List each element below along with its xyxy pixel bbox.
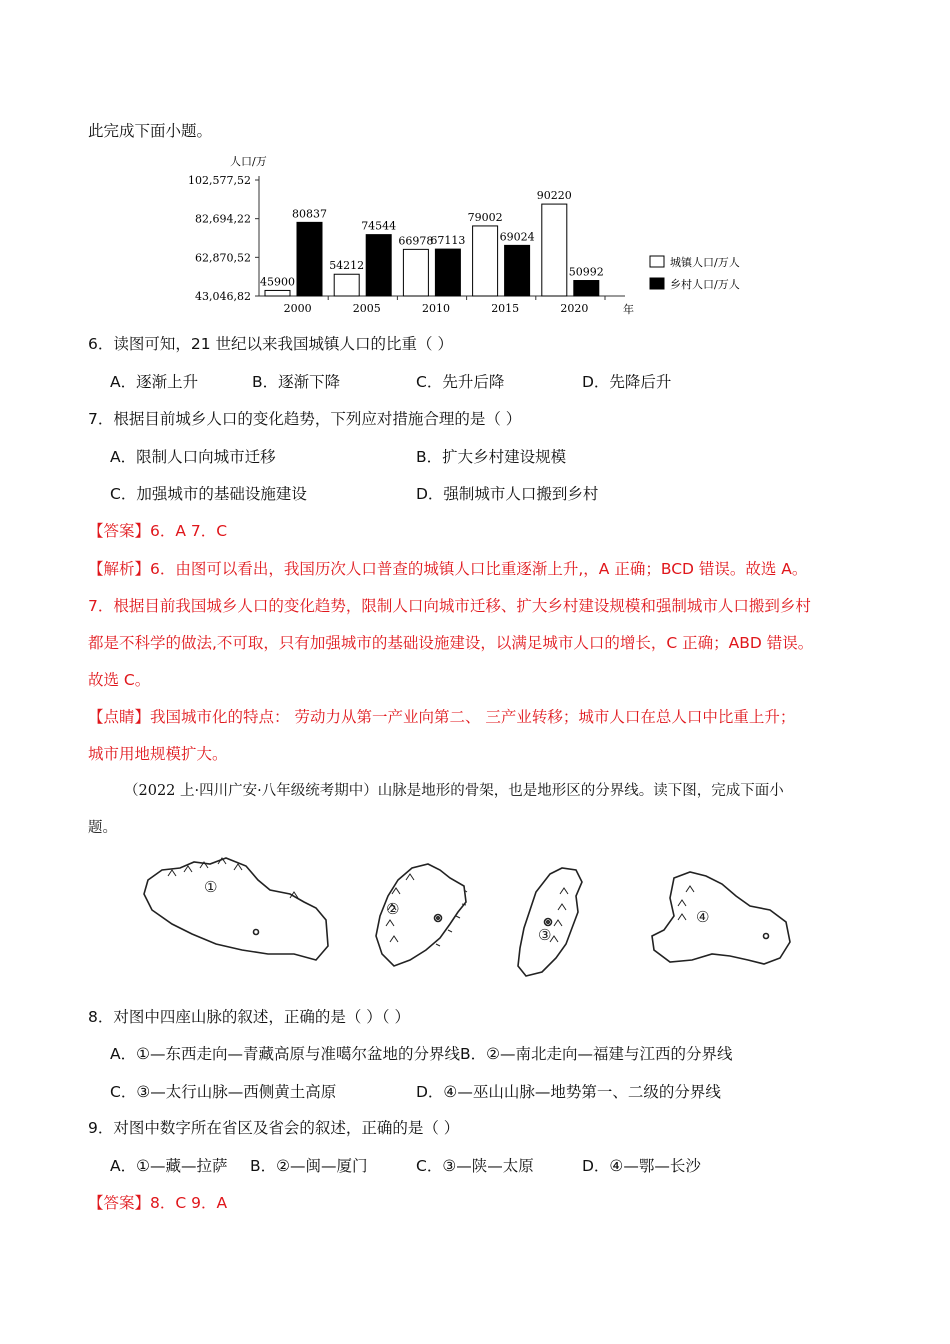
map-label-1: ① [204,878,218,896]
answer-label-2: 【答案】 [88,1194,151,1212]
x-axis-label: 年 [623,303,634,316]
q8-option-d[interactable]: D．④—巫山山脉—地势第一、二级的分界线 [416,1083,721,1101]
q8-option-a-b[interactable]: A．①—东西走向—青藏高原与准噶尔盆地的分界线B．②—南北走向—福建与江西的分界线 [110,1045,733,1063]
tip-label: 【点睛】 [88,708,151,726]
intro-text: 此完成下面小题。 [88,122,213,140]
bar-value-label: 66978 [398,234,434,248]
answer-label: 【答案】 [88,522,151,540]
x-tick-label: 2015 [491,302,520,315]
q7-option-d[interactable]: D．强制城市人口搬到乡村 [416,485,599,503]
tip-text-1: 我国城市化的特点： 劳动力从第一产业向第二、 三产业转移；城市人口在总人口中比重上升； [150,708,796,726]
q8-option-c[interactable]: C．③—太行山脉—西侧黄土高原 [110,1083,337,1101]
analysis-line-1 [88,559,807,579]
y-tick-label: 43,046,82 [195,290,251,303]
q9-option-c[interactable]: C．③—陕—太原 [416,1157,534,1175]
answer-block-1 [88,521,227,541]
q6-option-d[interactable]: D．先降后升 [582,373,672,391]
tip-line-1 [88,707,795,727]
answer-block-2 [88,1193,227,1213]
map-shanxi [518,868,582,976]
q7-option-a[interactable]: A．限制人口向城市迁移 [110,448,276,466]
bar-value-label: 79002 [467,210,503,224]
analysis-line-2: 7．根据目前我国城乡人口的变化趋势，限制人口向城市迁移、扩大乡村建设规模和强制城市人口搬到乡村 [88,597,811,615]
bar-value-label: 67113 [430,234,466,248]
q7-option-c[interactable]: C．加强城市的基础设施建设 [110,485,307,503]
q8-stem: 8．对图中四座山脉的叙述，正确的是（ ）（ ） [88,1008,410,1026]
y-tick-label: 102,577,52 [188,174,251,187]
map-tibet [144,858,328,960]
y-axis-label: 人口/万 [230,155,267,168]
x-tick-label: 2020 [560,302,589,315]
x-tick-label: 2010 [422,302,450,315]
q9-option-b[interactable]: B．②—闽—厦门 [250,1157,368,1175]
bar-value-label: 69024 [499,230,535,244]
map-label-3: ③ [538,926,552,944]
analysis-line-4: 故选 C。 [88,671,151,689]
y-tick-label: 82,694,22 [195,212,251,226]
q9-option-d[interactable]: D．④—鄂—长沙 [582,1157,701,1175]
q9-option-a[interactable]: A．①—藏—拉萨 [110,1157,228,1175]
analysis-label: 【解析】 [88,560,151,578]
map-label-4: ④ [696,908,710,926]
answer-text-2: 8．C 9．A [150,1194,228,1212]
q6-option-c[interactable]: C．先升后降 [416,373,505,391]
bar-value-label: 54212 [329,259,365,273]
answer-text: 6．A 7．C [150,522,228,540]
map-hubei [652,872,790,964]
legend-swatch-rural [650,278,664,289]
x-tick-label: 2000 [283,302,312,315]
y-tick-label: 62,870,52 [195,251,251,265]
q6-stem: 6．读图可知，21 世纪以来我国城镇人口的比重（ ） [88,335,453,353]
bar-value-label: 45900 [260,275,295,289]
map-label-2: ② [386,900,400,918]
q7-option-b[interactable]: B．扩大乡村建设规模 [416,448,567,466]
legend-label-rural: 乡村人口/万人 [670,278,740,291]
bar-value-label: 74544 [361,219,397,233]
bar-value-label: 80837 [292,207,327,221]
analysis-line-3: 都是不科学的做法,不可取，只有加强城市的基础设施建设，以满足城市人口的增长，C 正确；ABD 错误。 [88,634,814,652]
tip-line-2: 城市用地规模扩大。 [88,745,228,763]
legend-swatch-urban [650,256,664,267]
q6-option-b[interactable]: B．逐渐下降 [252,373,341,391]
source-line-1: （2022 上·四川广安·八年级统考期中）山脉是地形的骨架，也是地形区的分界线。读下图，完成下面小 [124,783,784,799]
analysis-text-1: 6．由图可以看出，我国历次人口普查的城镇人口比重逐渐上升,，A 正确；BCD 错误。故选 A。 [150,560,808,578]
q7-stem: 7．根据目前城乡人口的变化趋势，下列应对措施合理的是（ ） [88,410,522,428]
province-maps [130,850,820,980]
chart-legend [195,150,795,322]
q9-stem: 9．对图中数字所在省区及省会的叙述，正确的是（ ） [88,1119,460,1137]
x-tick-label: 2005 [352,302,381,315]
bar-value-label: 50992 [568,265,604,279]
bar-value-label: 90220 [536,189,572,203]
q6-option-a[interactable]: A．逐渐上升 [110,373,199,391]
legend-label-urban: 城镇人口/万人 [670,256,740,269]
source-line-2: 题。 [88,820,117,836]
